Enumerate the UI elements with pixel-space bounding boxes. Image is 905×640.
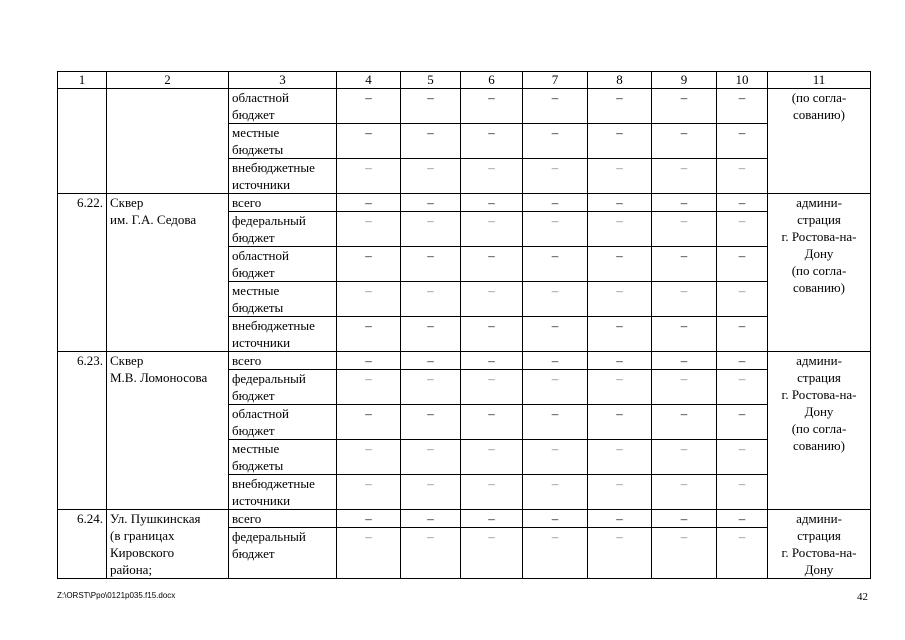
column-header-3: 3 bbox=[229, 72, 337, 89]
page-number: 42 bbox=[857, 591, 868, 603]
value-cell: – bbox=[652, 89, 717, 124]
value-cell: – bbox=[652, 282, 717, 317]
value-cell: – bbox=[461, 159, 523, 194]
value-cell: – bbox=[401, 440, 461, 475]
value-cell: – bbox=[401, 159, 461, 194]
item-number: 6.22. bbox=[58, 194, 107, 352]
table-row bbox=[58, 89, 871, 124]
value-cell: – bbox=[461, 317, 523, 352]
value-cell: – bbox=[523, 405, 588, 440]
funding-source: внебюджетные источники bbox=[229, 159, 337, 194]
value-cell: – bbox=[337, 440, 401, 475]
value-cell: – bbox=[717, 317, 768, 352]
column-header-7: 7 bbox=[523, 72, 588, 89]
column-header-10: 10 bbox=[717, 72, 768, 89]
value-cell: – bbox=[337, 124, 401, 159]
value-cell: – bbox=[337, 212, 401, 247]
value-cell: – bbox=[523, 282, 588, 317]
value-cell: – bbox=[588, 317, 652, 352]
value-cell: – bbox=[401, 370, 461, 405]
value-cell: – bbox=[652, 440, 717, 475]
value-cell: – bbox=[717, 440, 768, 475]
value-cell: – bbox=[523, 440, 588, 475]
value-cell: – bbox=[588, 159, 652, 194]
value-cell: – bbox=[461, 510, 523, 528]
value-cell: – bbox=[461, 352, 523, 370]
value-cell: – bbox=[652, 352, 717, 370]
value-cell: – bbox=[401, 124, 461, 159]
value-cell: – bbox=[652, 528, 717, 579]
value-cell: – bbox=[588, 352, 652, 370]
funding-source: всего bbox=[229, 194, 337, 212]
value-cell: – bbox=[523, 159, 588, 194]
item-name-empty bbox=[107, 89, 229, 194]
value-cell: – bbox=[461, 370, 523, 405]
value-cell: – bbox=[461, 528, 523, 579]
value-cell: – bbox=[401, 89, 461, 124]
responsible-party: админи- страция г. Ростова-на- Дону (по согла- сованию) bbox=[768, 194, 871, 352]
value-cell: – bbox=[588, 440, 652, 475]
funding-source: федеральный бюджет bbox=[229, 212, 337, 247]
value-cell: – bbox=[337, 352, 401, 370]
item-number: 6.24. bbox=[58, 510, 107, 579]
value-cell: – bbox=[652, 317, 717, 352]
responsible-party: админи- страция г. Ростова-на- Дону bbox=[768, 510, 871, 579]
value-cell: – bbox=[652, 405, 717, 440]
value-cell: – bbox=[337, 247, 401, 282]
value-cell: – bbox=[461, 212, 523, 247]
funding-source: областной бюджет bbox=[229, 89, 337, 124]
value-cell: – bbox=[337, 370, 401, 405]
value-cell: – bbox=[588, 528, 652, 579]
value-cell: – bbox=[588, 370, 652, 405]
column-header-11: 11 bbox=[768, 72, 871, 89]
funding-source: внебюджетные источники bbox=[229, 475, 337, 510]
program-table bbox=[57, 71, 871, 579]
value-cell: – bbox=[588, 282, 652, 317]
funding-source: местные бюджеты bbox=[229, 440, 337, 475]
table-row bbox=[58, 510, 871, 528]
value-cell: – bbox=[337, 405, 401, 440]
value-cell: – bbox=[401, 510, 461, 528]
item-name: Ул. Пушкинская (в границах Кировского района; bbox=[107, 510, 229, 579]
value-cell: – bbox=[461, 124, 523, 159]
value-cell: – bbox=[401, 352, 461, 370]
value-cell: – bbox=[588, 212, 652, 247]
value-cell: – bbox=[717, 282, 768, 317]
value-cell: – bbox=[588, 405, 652, 440]
funding-source: федеральный бюджет bbox=[229, 370, 337, 405]
value-cell: – bbox=[461, 440, 523, 475]
value-cell: – bbox=[461, 247, 523, 282]
value-cell: – bbox=[717, 89, 768, 124]
value-cell: – bbox=[717, 405, 768, 440]
funding-source: местные бюджеты bbox=[229, 124, 337, 159]
value-cell: – bbox=[717, 475, 768, 510]
value-cell: – bbox=[337, 194, 401, 212]
value-cell: – bbox=[523, 352, 588, 370]
value-cell: – bbox=[652, 510, 717, 528]
value-cell: – bbox=[523, 317, 588, 352]
value-cell: – bbox=[401, 212, 461, 247]
value-cell: – bbox=[523, 370, 588, 405]
value-cell: – bbox=[401, 528, 461, 579]
column-header-4: 4 bbox=[337, 72, 401, 89]
funding-source: федеральный бюджет bbox=[229, 528, 337, 579]
value-cell: – bbox=[523, 194, 588, 212]
value-cell: – bbox=[523, 510, 588, 528]
column-header-6: 6 bbox=[461, 72, 523, 89]
item-name: Сквер им. Г.А. Седова bbox=[107, 194, 229, 352]
item-name: Сквер М.В. Ломоносова bbox=[107, 352, 229, 510]
value-cell: – bbox=[337, 282, 401, 317]
item-number-empty bbox=[58, 89, 107, 194]
column-header-8: 8 bbox=[588, 72, 652, 89]
value-cell: – bbox=[717, 528, 768, 579]
value-cell: – bbox=[401, 405, 461, 440]
table-row bbox=[58, 194, 871, 212]
value-cell: – bbox=[652, 194, 717, 212]
responsible-party: админи- страция г. Ростова-на- Дону (по согла- сованию) bbox=[768, 352, 871, 510]
column-header-5: 5 bbox=[401, 72, 461, 89]
value-cell: – bbox=[461, 475, 523, 510]
value-cell: – bbox=[652, 124, 717, 159]
funding-source: всего bbox=[229, 352, 337, 370]
value-cell: – bbox=[717, 159, 768, 194]
value-cell: – bbox=[717, 510, 768, 528]
value-cell: – bbox=[461, 89, 523, 124]
value-cell: – bbox=[717, 247, 768, 282]
value-cell: – bbox=[337, 510, 401, 528]
footer-file-path: Z:\ORST\Ppo\0121p035.f15.docx bbox=[57, 591, 176, 600]
value-cell: – bbox=[401, 194, 461, 212]
value-cell: – bbox=[588, 475, 652, 510]
item-number: 6.23. bbox=[58, 352, 107, 510]
value-cell: – bbox=[588, 194, 652, 212]
value-cell: – bbox=[523, 212, 588, 247]
value-cell: – bbox=[652, 247, 717, 282]
value-cell: – bbox=[337, 159, 401, 194]
responsible-party: (по согла- сованию) bbox=[768, 89, 871, 194]
value-cell: – bbox=[523, 124, 588, 159]
funding-source: областной бюджет bbox=[229, 405, 337, 440]
value-cell: – bbox=[717, 370, 768, 405]
value-cell: – bbox=[337, 317, 401, 352]
value-cell: – bbox=[717, 194, 768, 212]
value-cell: – bbox=[523, 528, 588, 579]
value-cell: – bbox=[588, 124, 652, 159]
value-cell: – bbox=[588, 510, 652, 528]
column-header-2: 2 bbox=[107, 72, 229, 89]
value-cell: – bbox=[461, 194, 523, 212]
value-cell: – bbox=[523, 475, 588, 510]
value-cell: – bbox=[401, 282, 461, 317]
column-header-1: 1 bbox=[58, 72, 107, 89]
value-cell: – bbox=[401, 317, 461, 352]
value-cell: – bbox=[717, 124, 768, 159]
value-cell: – bbox=[523, 89, 588, 124]
value-cell: – bbox=[523, 247, 588, 282]
value-cell: – bbox=[652, 370, 717, 405]
value-cell: – bbox=[717, 212, 768, 247]
funding-source: всего bbox=[229, 510, 337, 528]
value-cell: – bbox=[401, 247, 461, 282]
value-cell: – bbox=[401, 475, 461, 510]
table-row bbox=[58, 352, 871, 370]
value-cell: – bbox=[337, 89, 401, 124]
funding-source: областной бюджет bbox=[229, 247, 337, 282]
value-cell: – bbox=[337, 475, 401, 510]
column-header-9: 9 bbox=[652, 72, 717, 89]
value-cell: – bbox=[461, 282, 523, 317]
value-cell: – bbox=[652, 475, 717, 510]
value-cell: – bbox=[717, 352, 768, 370]
value-cell: – bbox=[337, 528, 401, 579]
value-cell: – bbox=[588, 247, 652, 282]
value-cell: – bbox=[461, 405, 523, 440]
value-cell: – bbox=[652, 159, 717, 194]
funding-source: внебюджетные источники bbox=[229, 317, 337, 352]
value-cell: – bbox=[588, 89, 652, 124]
value-cell: – bbox=[652, 212, 717, 247]
header-row bbox=[58, 72, 871, 89]
funding-source: местные бюджеты bbox=[229, 282, 337, 317]
